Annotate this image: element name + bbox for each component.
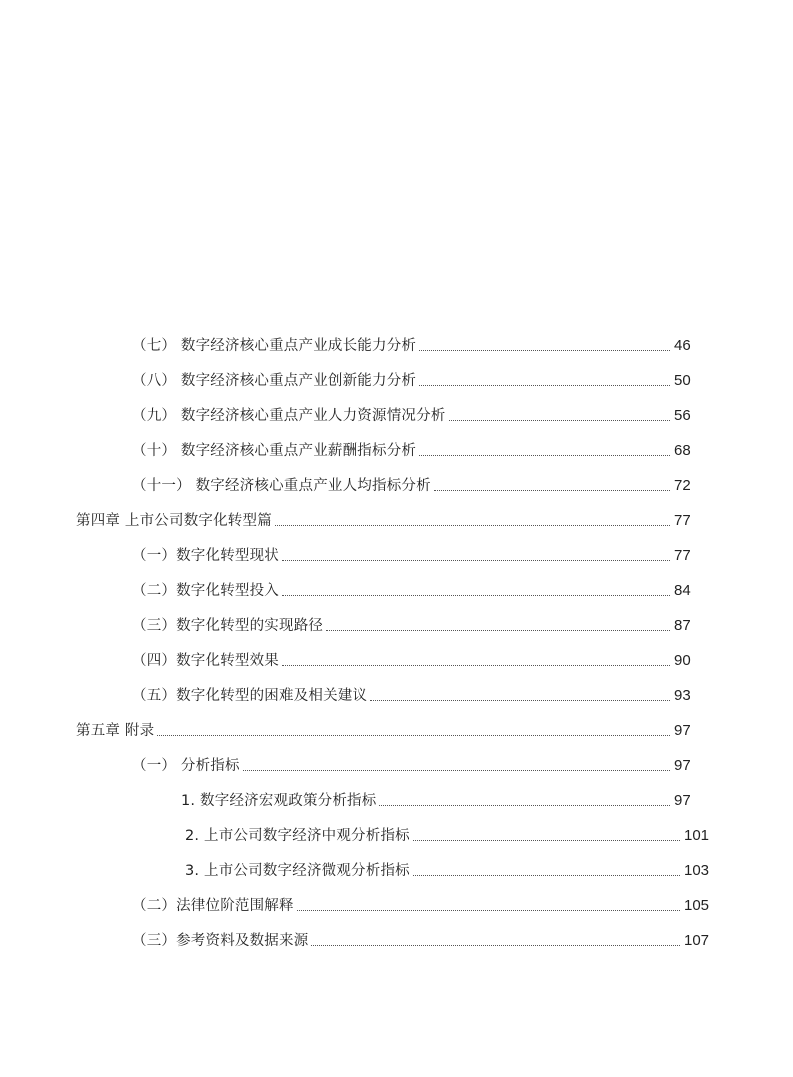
toc-entry-title: （三）参考资料及数据来源 [132,933,309,949]
toc-leader-dots [243,769,670,771]
toc-leader-dots [275,524,670,526]
toc-entry-section-9[interactable] [132,401,700,425]
toc-entry-title: （十） 数字经济核心重点产业薪酬指标分析 [132,443,417,459]
toc-entry-title: （三）数字化转型的实现路径 [132,618,324,634]
toc-entry-section-8[interactable] [132,366,700,390]
toc-page-number: 90 [674,652,691,669]
toc-entry-title: （八） 数字经济核心重点产业创新能力分析 [132,373,417,389]
toc-entry-title: （九） 数字经济核心重点产业人力资源情况分析 [132,408,446,424]
toc-page-number: 46 [674,337,691,354]
toc-entry-ch5-section-3[interactable] [132,926,710,950]
toc-entry-title: 第四章 上市公司数字化转型篇 [76,513,272,529]
toc-entry-ch5-section-2[interactable] [132,891,710,915]
toc-page-number: 50 [674,372,691,389]
toc-entry-title: 1. 数字经济宏观政策分析指标 [181,793,377,809]
toc-page-number: 87 [674,617,691,634]
toc-leader-dots [419,349,670,351]
toc-entry-ch4-section-2[interactable] [132,576,700,600]
toc-entry-ch5-subsection-2[interactable] [185,821,710,845]
toc-page-number: 103 [684,862,710,879]
toc-page-number: 101 [684,827,710,844]
toc-page-number: 97 [674,722,691,739]
toc-page-number: 68 [674,442,691,459]
toc-page-number: 77 [674,512,691,529]
toc-entry-title: 第五章 附录 [76,723,155,739]
toc-leader-dots [297,909,680,911]
toc-entry-title: （二）数字化转型投入 [132,583,279,599]
toc-page-number: 93 [674,687,691,704]
toc-page-number: 97 [674,757,691,774]
toc-entry-title: 3. 上市公司数字经济微观分析指标 [185,863,410,879]
toc-entry-title: （二）法律位阶范围解释 [132,898,294,914]
toc-leader-dots [311,944,680,946]
toc-entry-title: （十一） 数字经济核心重点产业人均指标分析 [132,478,431,494]
toc-entry-title: （五）数字化转型的困难及相关建议 [132,688,368,704]
toc-leader-dots [157,734,670,736]
toc-page-number: 105 [684,897,710,914]
toc-page-number: 56 [674,407,691,424]
toc-entry-title: （四）数字化转型效果 [132,653,279,669]
toc-entry-ch5-section-1[interactable] [132,751,700,775]
toc-entry-chapter-5[interactable] [76,716,700,740]
toc-entry-title: 2. 上市公司数字经济中观分析指标 [185,828,410,844]
toc-page-number: 84 [674,582,691,599]
toc-leader-dots [449,419,670,421]
toc-entry-ch4-section-5[interactable] [132,681,700,705]
toc-entry-ch4-section-3[interactable] [132,611,700,635]
toc-leader-dots [370,699,670,701]
toc-entry-ch5-subsection-1[interactable] [181,786,700,810]
toc-entry-title: （一）数字化转型现状 [132,548,279,564]
toc-leader-dots [419,454,670,456]
toc-page-number: 97 [674,792,691,809]
toc-leader-dots [434,489,670,491]
toc-leader-dots [413,839,680,841]
toc-leader-dots [326,629,670,631]
toc-page-number: 77 [674,547,691,564]
toc-entry-ch4-section-4[interactable] [132,646,700,670]
toc-leader-dots [379,804,670,806]
toc-entry-section-7[interactable] [132,331,700,355]
toc-leader-dots [419,384,670,386]
toc-entry-ch4-section-1[interactable] [132,541,700,565]
toc-entry-chapter-4[interactable] [76,506,700,530]
toc-page-number: 107 [684,932,710,949]
toc-entry-title: （七） 数字经济核心重点产业成长能力分析 [132,338,417,354]
toc-leader-dots [282,664,670,666]
toc-entry-title: （一） 分析指标 [132,758,240,774]
toc-entry-section-11[interactable] [132,471,700,495]
toc-entry-section-10[interactable] [132,436,700,460]
toc-leader-dots [413,874,680,876]
toc-leader-dots [282,559,670,561]
toc-leader-dots [282,594,670,596]
toc-entry-ch5-subsection-3[interactable] [185,856,710,880]
toc-page-number: 72 [674,477,691,494]
